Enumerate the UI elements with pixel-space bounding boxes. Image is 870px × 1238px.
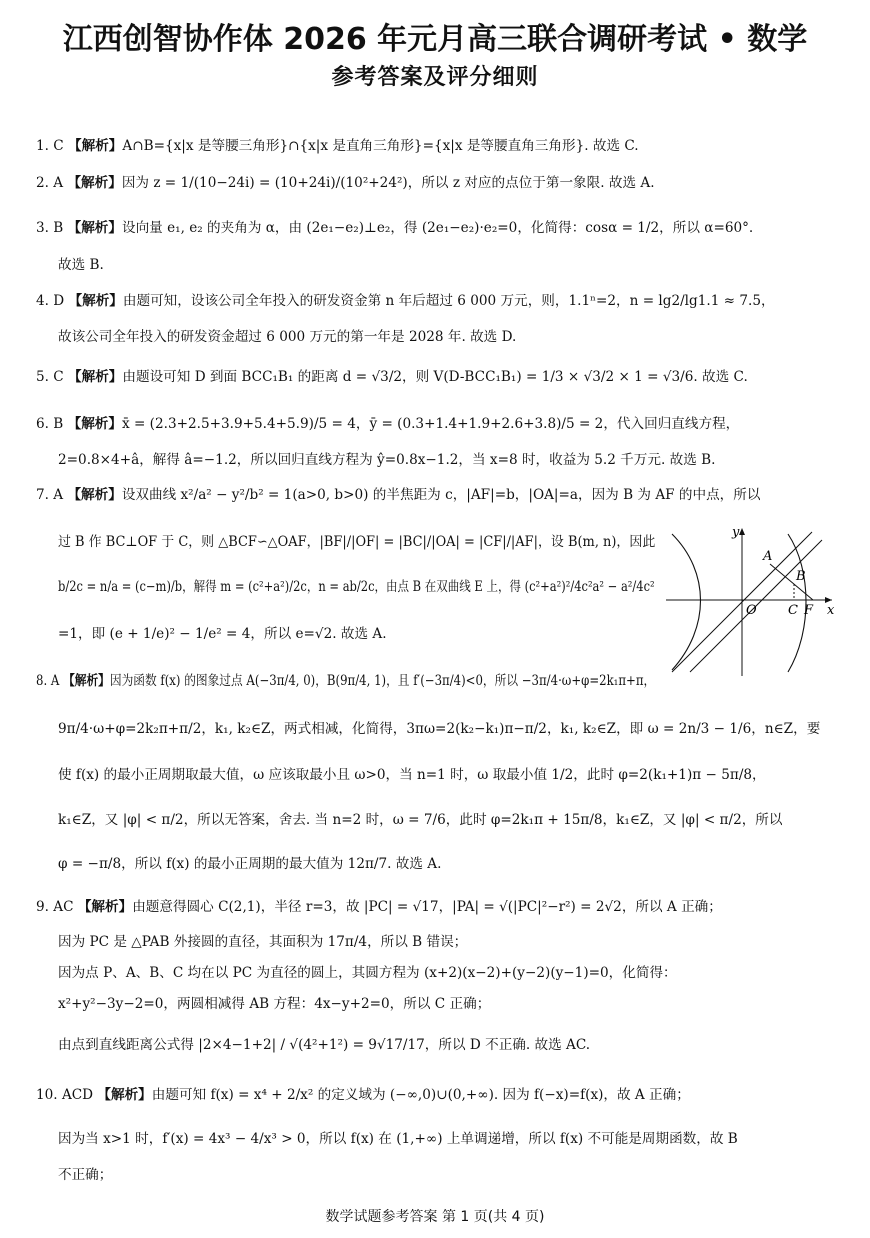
- answer-line: [58, 577, 655, 597]
- analysis-tag: 【解析】: [67, 487, 122, 503]
- answer-line: [58, 963, 677, 983]
- hyperbola-figure: [662, 522, 842, 680]
- answer-line: [36, 136, 639, 156]
- y-axis-arrow: [739, 528, 745, 535]
- answer-line: [36, 414, 739, 434]
- answer-key: 2. A: [36, 175, 64, 191]
- answer-key: 7. A: [36, 487, 64, 503]
- answer-text: 因为 z = 1/(10−24i) = (10+24i)/(10²+24²)，所以 z 对应的点位于第一象限. 故选 A.: [121, 175, 655, 191]
- answer-key: 8. A: [36, 673, 60, 689]
- answer-key: 6. B: [36, 416, 64, 432]
- answer-text: k₁∈Z，又 |φ| < π/2，所以无答案，舍去. 当 n=2 时，ω = 7/6，此时 φ=2k₁π + 15π/8，k₁∈Z，又 |φ| < π/2，所以: [58, 812, 783, 828]
- answer-line: [58, 1129, 738, 1149]
- answer-line: [58, 765, 766, 785]
- segment-af: [770, 564, 813, 600]
- answer-text: 故该公司全年投入的研发资金超过 6 000 万元的第一年是 2028 年. 故选 D.: [58, 329, 517, 345]
- answer-text: 2=0.8×4+â，解得 â=−1.2，所以回归直线方程为 ŷ=0.8x−1.2，当 x=8 时，收益为 5.2 千万元. 故选 B.: [58, 452, 716, 468]
- answer-line: [58, 932, 467, 952]
- answer-key: 1. C: [36, 138, 64, 154]
- answer-text: φ = −π/8，所以 f(x) 的最小正周期的最大值为 12π/7. 故选 A.: [58, 856, 442, 872]
- answer-text: 故选 B.: [58, 257, 104, 273]
- label-c: C: [788, 603, 798, 618]
- answer-text: 由题可知 f(x) = x⁴ + 2/x² 的定义域为 (−∞,0)∪(0,+∞). 因为 f(−x)=f(x)，故 A 正确；: [151, 1087, 690, 1103]
- answer-text: 因为函数 f(x) 的图象过点 A(−3π/4, 0)，B(9π/4, 1)，且 f′(−3π/4)<0，所以 −3π/4·ω+φ=2k₁π+π，: [109, 673, 656, 689]
- answer-line: [36, 671, 655, 691]
- analysis-tag: 【解析】: [67, 220, 122, 236]
- answer-line: [58, 1165, 112, 1185]
- answer-text: 因为 PC 是 △PAB 外接圆的直径，其面积为 17π/4，所以 B 错误；: [58, 934, 468, 950]
- answer-line: [58, 994, 490, 1014]
- analysis-tag: 【解析】: [68, 369, 123, 385]
- analysis-tag: 【解析】: [67, 416, 122, 432]
- answer-text: 由题设可知 D 到面 BCC₁B₁ 的距离 d = √3/2，则 V(D-BCC₁B₁) = 1/3 × √3/2 × 1 = √3/6. 故选 C.: [122, 369, 748, 385]
- answer-key: 9. AC: [36, 899, 74, 915]
- answer-text: 由题意得圆心 C(2,1)，半径 r=3，故 |PC| = √17，|PA| = √(|PC|²−r²) = 2√2，所以 A 正确；: [132, 899, 722, 915]
- answer-line: [58, 255, 104, 275]
- label-y: y: [732, 525, 740, 540]
- answer-line: [58, 1035, 590, 1055]
- answer-line: [36, 173, 655, 193]
- answer-text: A∩B={x|x 是等腰三角形}∩{x|x 是直角三角形}={x|x 是等腰直角三角形}. 故选 C.: [122, 138, 639, 154]
- label-b: B: [796, 569, 806, 584]
- label-a: A: [763, 549, 773, 564]
- answer-line: [58, 719, 820, 739]
- answer-text: 9π/4·ω+φ=2k₂π+π/2，k₁, k₂∈Z，两式相减，化简得，3πω=2(k₂−k₁)π−π/2，k₁, k₂∈Z，即 ω = 2n/3 − 1/6，n∈Z，要: [58, 721, 821, 737]
- answer-line: [58, 327, 516, 347]
- answer-line: [36, 291, 775, 311]
- label-o: O: [746, 603, 757, 618]
- answer-line: [36, 1085, 690, 1105]
- answer-line: [36, 485, 760, 505]
- answer-text: 设双曲线 x²/a² − y²/b² = 1(a>0, b>0) 的半焦距为 c，|AF|=b，|OA|=a，因为 B 为 AF 的中点，所以: [121, 487, 761, 503]
- answer-line: [36, 367, 748, 387]
- answer-text: b/2c = n/a = (c−m)/b，解得 m = (c²+a²)/2c，n = ab/2c，由点 B 在双曲线 E 上，得 (c²+a²)²/4c²a² − a²/4c²: [58, 579, 655, 595]
- analysis-tag: 【解析】: [97, 1087, 152, 1103]
- analysis-tag: 【解析】: [77, 899, 133, 915]
- answer-text: 不正确；: [58, 1167, 113, 1183]
- answer-key: 10. ACD: [36, 1087, 94, 1103]
- answer-line: [58, 532, 655, 552]
- answer-line: [36, 218, 753, 238]
- answer-text: x²+y²−3y−2=0，两圆相减得 AB 方程：4x−y+2=0，所以 C 正确；: [58, 996, 491, 1012]
- page-title: 江西创智协作体 2026 年元月高三联合调研考试 • 数学: [62, 22, 808, 57]
- answer-line: [36, 897, 722, 917]
- page-subtitle: 参考答案及评分细则: [331, 65, 539, 90]
- label-x: x: [827, 603, 835, 618]
- answer-text: 过 B 作 BC⊥OF 于 C，则 △BCF∽△OAF，|BF|/|OF| = |BC|/|OA| = |CF|/|AF|，设 B(m, n)，因此: [58, 534, 656, 550]
- answer-text: 因为点 P、A、B、C 均在以 PC 为直径的圆上，其圆方程为 (x+2)(x−2)+(y−2)(y−1)=0，化简得：: [58, 965, 677, 981]
- answer-text: 由点到直线距离公式得 |2×4−1+2| / √(4²+1²) = 9√17/17，所以 D 不正确. 故选 AC.: [58, 1037, 591, 1053]
- answer-line: [58, 810, 783, 830]
- hyperbola-left-branch: [672, 534, 701, 670]
- label-f: F: [804, 603, 814, 618]
- answer-line: [58, 624, 387, 644]
- answer-key: 5. C: [36, 369, 64, 385]
- answer-text: 因为当 x>1 时，f′(x) = 4x³ − 4/x³ > 0，所以 f(x) 在 (1,+∞) 上单调递增，所以 f(x) 不可能是周期函数，故 B: [58, 1131, 738, 1147]
- answer-text: 设向量 e₁, e₂ 的夹角为 α，由 (2e₁−e₂)⊥e₂，得 (2e₁−e₂)·e₂=0，化简得：cosα = 1/2，所以 α=60°.: [121, 220, 754, 236]
- answer-text: x̄ = (2.3+2.5+3.9+5.4+5.9)/5 = 4，ȳ = (0.3+1.4+1.9+2.6+3.8)/5 = 2，代入回归直线方程，: [121, 416, 740, 432]
- answer-text: =1，即 (e + 1/e)² − 1/e² = 4，所以 e=√2. 故选 A.: [58, 626, 387, 642]
- answer-key: 4. D: [36, 293, 65, 309]
- answer-line: [58, 450, 715, 470]
- answer-line: [58, 854, 441, 874]
- answer-key: 3. B: [36, 220, 64, 236]
- page-footer: 数学试题参考答案 第 1 页(共 4 页): [325, 1209, 545, 1225]
- analysis-tag: 【解析】: [68, 138, 123, 154]
- answer-text: 使 f(x) 的最小正周期取最大值，ω 应该取最小且 ω>0，当 n=1 时，ω 取最小值 1/2，此时 φ=2(k₁+1)π − 5π/8，: [58, 767, 766, 783]
- answer-text: 由题可知，设该公司全年投入的研发资金第 n 年后超过 6 000 万元，则，1.1ⁿ=2，n = lg2/lg1.1 ≈ 7.5，: [122, 293, 775, 309]
- analysis-tag: 【解析】: [67, 175, 122, 191]
- analysis-tag: 【解析】: [63, 673, 110, 689]
- analysis-tag: 【解析】: [68, 293, 123, 309]
